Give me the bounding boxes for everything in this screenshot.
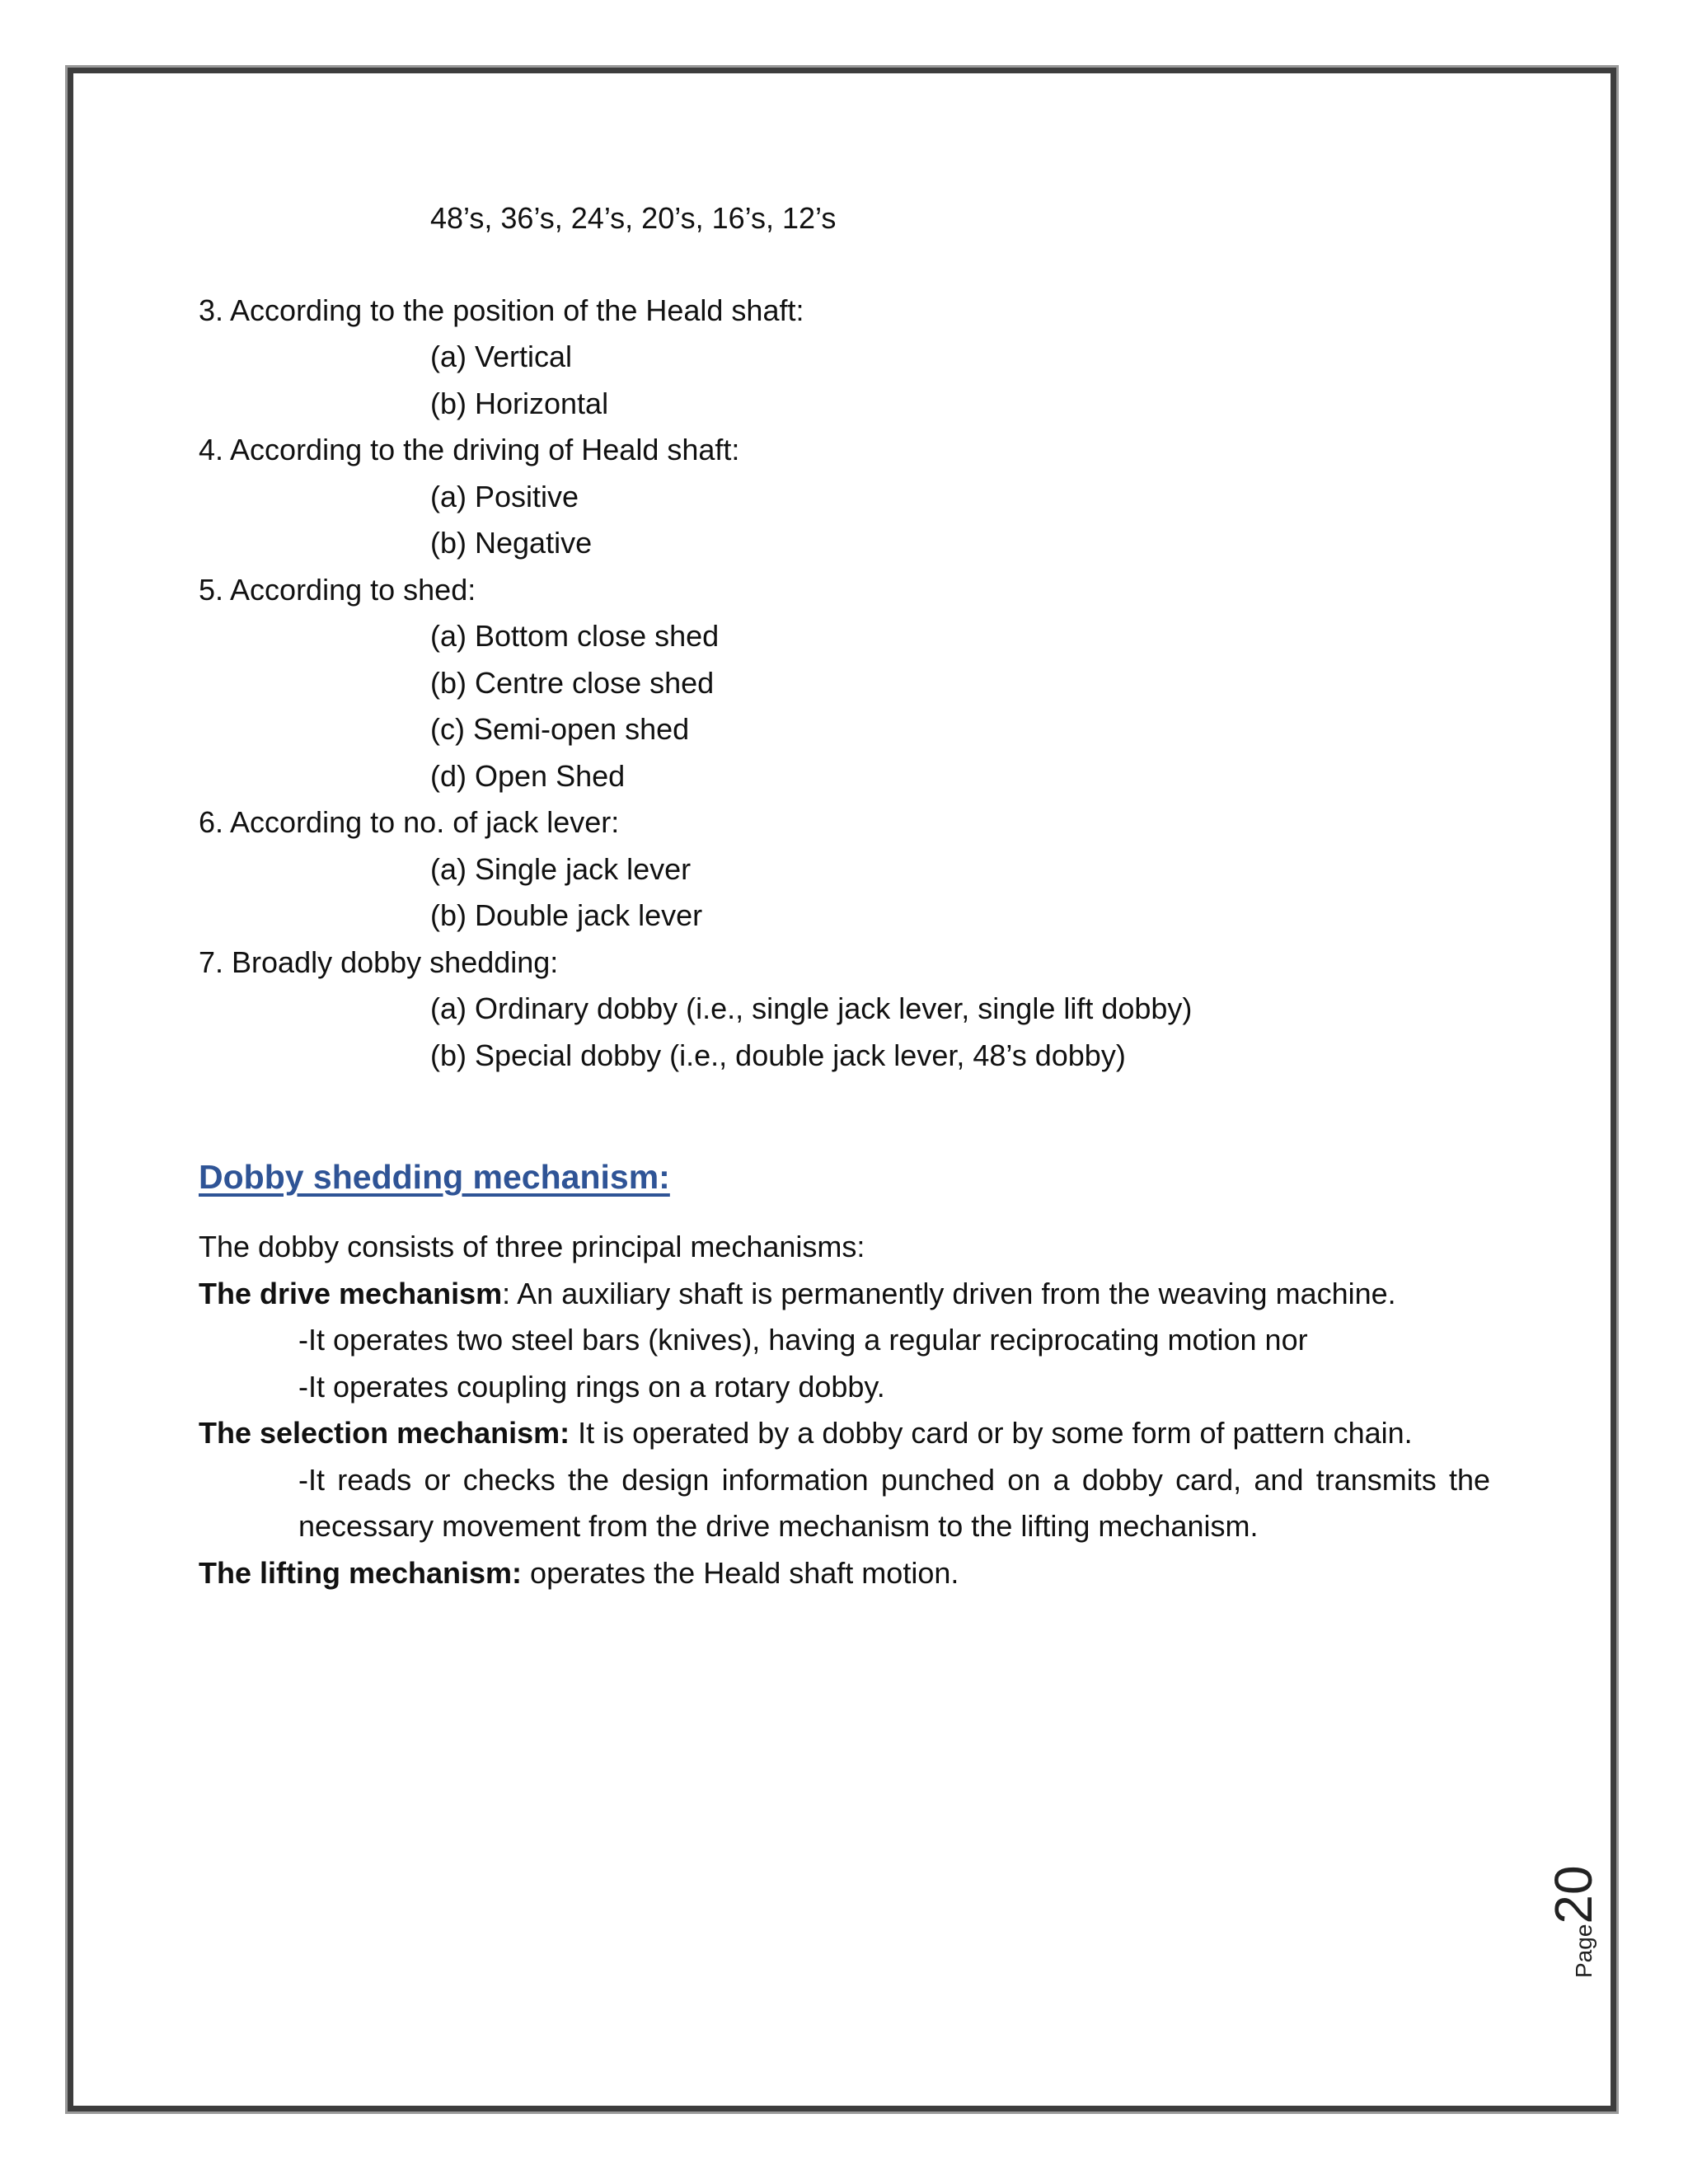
list-item: (a) Ordinary dobby (i.e., single jack lever, single lift dobby) bbox=[430, 991, 1193, 1025]
section-heading: Dobby shedding mechanism: bbox=[199, 1158, 670, 1196]
list-item: (b) Double jack lever bbox=[430, 898, 703, 932]
section-title: 6. According to no. of jack lever: bbox=[199, 805, 620, 839]
list-item: (a) Positive bbox=[430, 480, 579, 513]
list-item: (d) Open Shed bbox=[430, 759, 626, 793]
list-item: (b) Special dobby (i.e., double jack lever, 48’s dobby) bbox=[430, 1038, 1126, 1072]
section-title: 7. Broadly dobby shedding: bbox=[199, 945, 559, 979]
selection-point-line: necessary movement from the drive mechanism to the lifting mechanism. bbox=[298, 1509, 1259, 1543]
selection-mechanism-label: The selection mechanism: bbox=[199, 1416, 570, 1450]
drive-mechanism-label: The drive mechanism bbox=[199, 1277, 503, 1310]
list-item: (a) Vertical bbox=[430, 340, 573, 373]
lifting-mechanism-label: The lifting mechanism: bbox=[199, 1556, 523, 1590]
list-item: (b) Negative bbox=[430, 526, 593, 560]
section-title: 3. According to the position of the Heald shaft: bbox=[199, 293, 804, 327]
page-border bbox=[68, 68, 1616, 2111]
list-item: (b) Horizontal bbox=[430, 387, 609, 420]
section-title: 4. According to the driving of Heald shaft: bbox=[199, 433, 740, 466]
drive-point: -It operates coupling rings on a rotary dobby. bbox=[298, 1370, 885, 1404]
selection-mechanism-text: It is operated by a dobby card or by some form of pattern chain. bbox=[570, 1416, 1413, 1450]
drive-point: -It operates two steel bars (knives), having a regular reciprocating motion nor bbox=[298, 1323, 1308, 1357]
page-word: Page bbox=[1571, 1924, 1597, 1978]
intro-text: The dobby consists of three principal mechanisms: bbox=[199, 1230, 865, 1263]
list-item: (c) Semi-open shed bbox=[430, 712, 690, 746]
drive-mechanism-text: : An auxiliary shaft is permanently driven from the weaving machine. bbox=[502, 1277, 1396, 1310]
drive-mechanism-paragraph bbox=[199, 1271, 1396, 1318]
selection-point-line: -It reads or checks the design information punched on a dobby card, and transmits the bbox=[298, 1463, 1490, 1497]
lifting-mechanism-paragraph bbox=[199, 1550, 959, 1597]
lifting-mechanism-text: operates the Heald shaft motion. bbox=[522, 1556, 959, 1590]
count-list-line: 48’s, 36’s, 24’s, 20’s, 16’s, 12’s bbox=[430, 201, 837, 235]
list-item: (b) Centre close shed bbox=[430, 666, 715, 700]
page-number bbox=[1543, 1846, 1614, 1978]
page-digit: 20 bbox=[1544, 1865, 1603, 1924]
page-number-rotated bbox=[1543, 1865, 1604, 1978]
section-title: 5. According to shed: bbox=[199, 573, 476, 607]
selection-mechanism-paragraph bbox=[199, 1410, 1413, 1457]
list-item: (a) Bottom close shed bbox=[430, 619, 720, 653]
list-item: (a) Single jack lever bbox=[430, 852, 692, 886]
